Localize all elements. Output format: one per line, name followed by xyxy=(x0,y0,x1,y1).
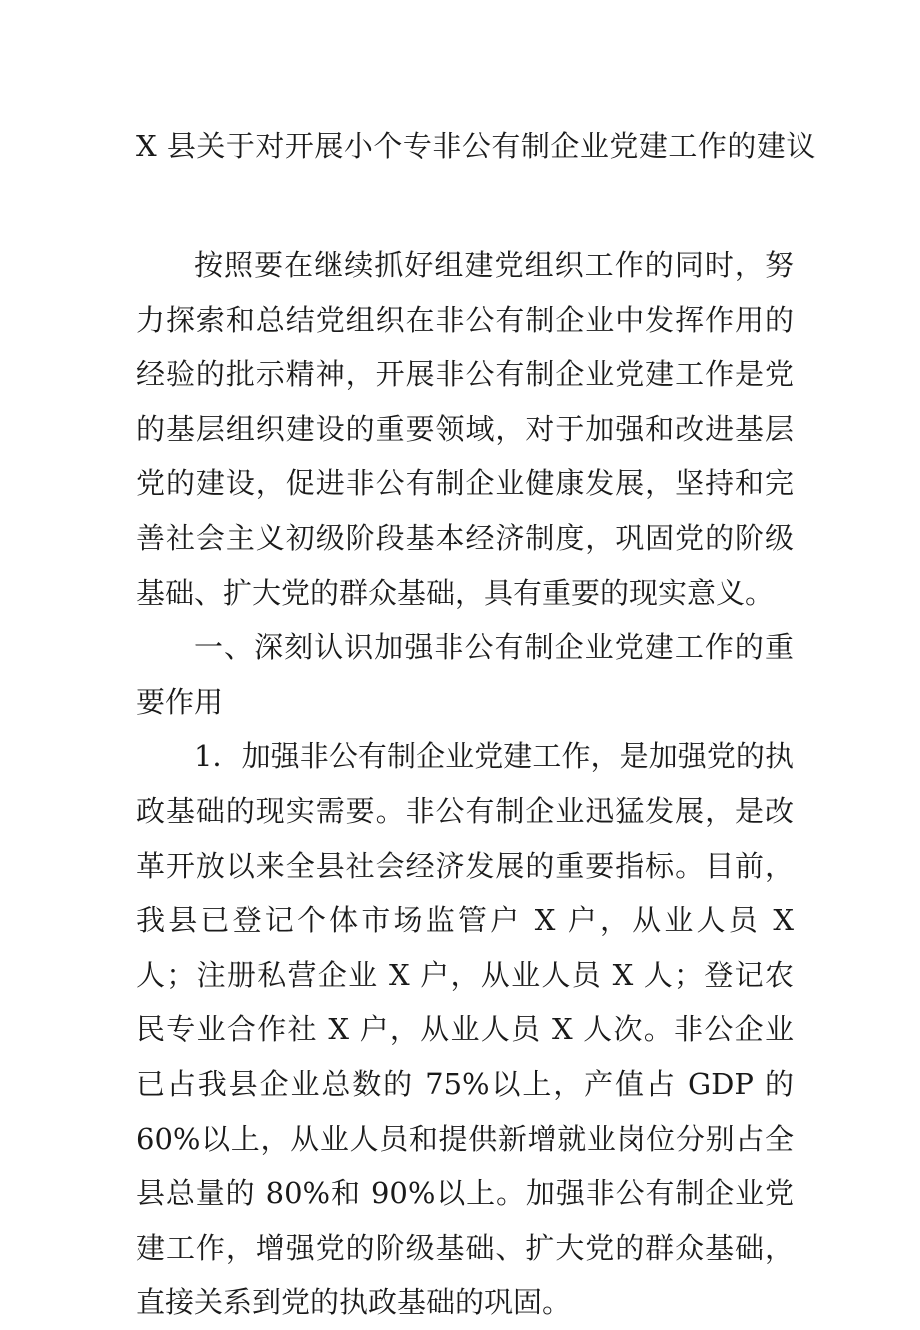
section-heading-1: 一、深刻认识加强非公有制企业党建工作的重要作用 xyxy=(136,630,794,719)
document-title: X 县关于对开展小个专非公有制企业党建工作的建议 xyxy=(136,129,816,163)
intro-paragraph: 按照要在继续抓好组建党组织工作的同时，努力探索和总结党组织在非公有制企业中发挥作用的经验的批示精神，开展非公有制企业党建工作是党的基层组织建设的重要领域，对于加强和改进基层党的建设，促进非公有制企业健康发展，坚持和完善社会主义初级阶段基本经济制度，巩固党的阶级基础、扩大党的群众基础，具有重要的现实意义。 xyxy=(136,248,794,610)
document-body xyxy=(136,238,794,1330)
section-1-paragraph-1: 1．加强非公有制企业党建工作，是加强党的执政基础的现实需要。非公有制企业迅猛发展，是改革开放以来全县社会经济发展的重要指标。目前，我县已登记个体市场监管户 X 户，从业人员 X 人；注册私营企业 X 户，从业人员 X 人；登记农民专业合作社 X 户，从业人员 X 人次。非公企业已占我县企业总数的 75%以上，产值占 GDP 的 60%以上，从业人员和提供新增就业岗位分别占全县总量的 80%和 90%以上。加强非公有制企业党建工作，增强党的阶级基础、扩大党的群众基础，直接关系到党的执政基础的巩固。 xyxy=(136,739,794,1320)
